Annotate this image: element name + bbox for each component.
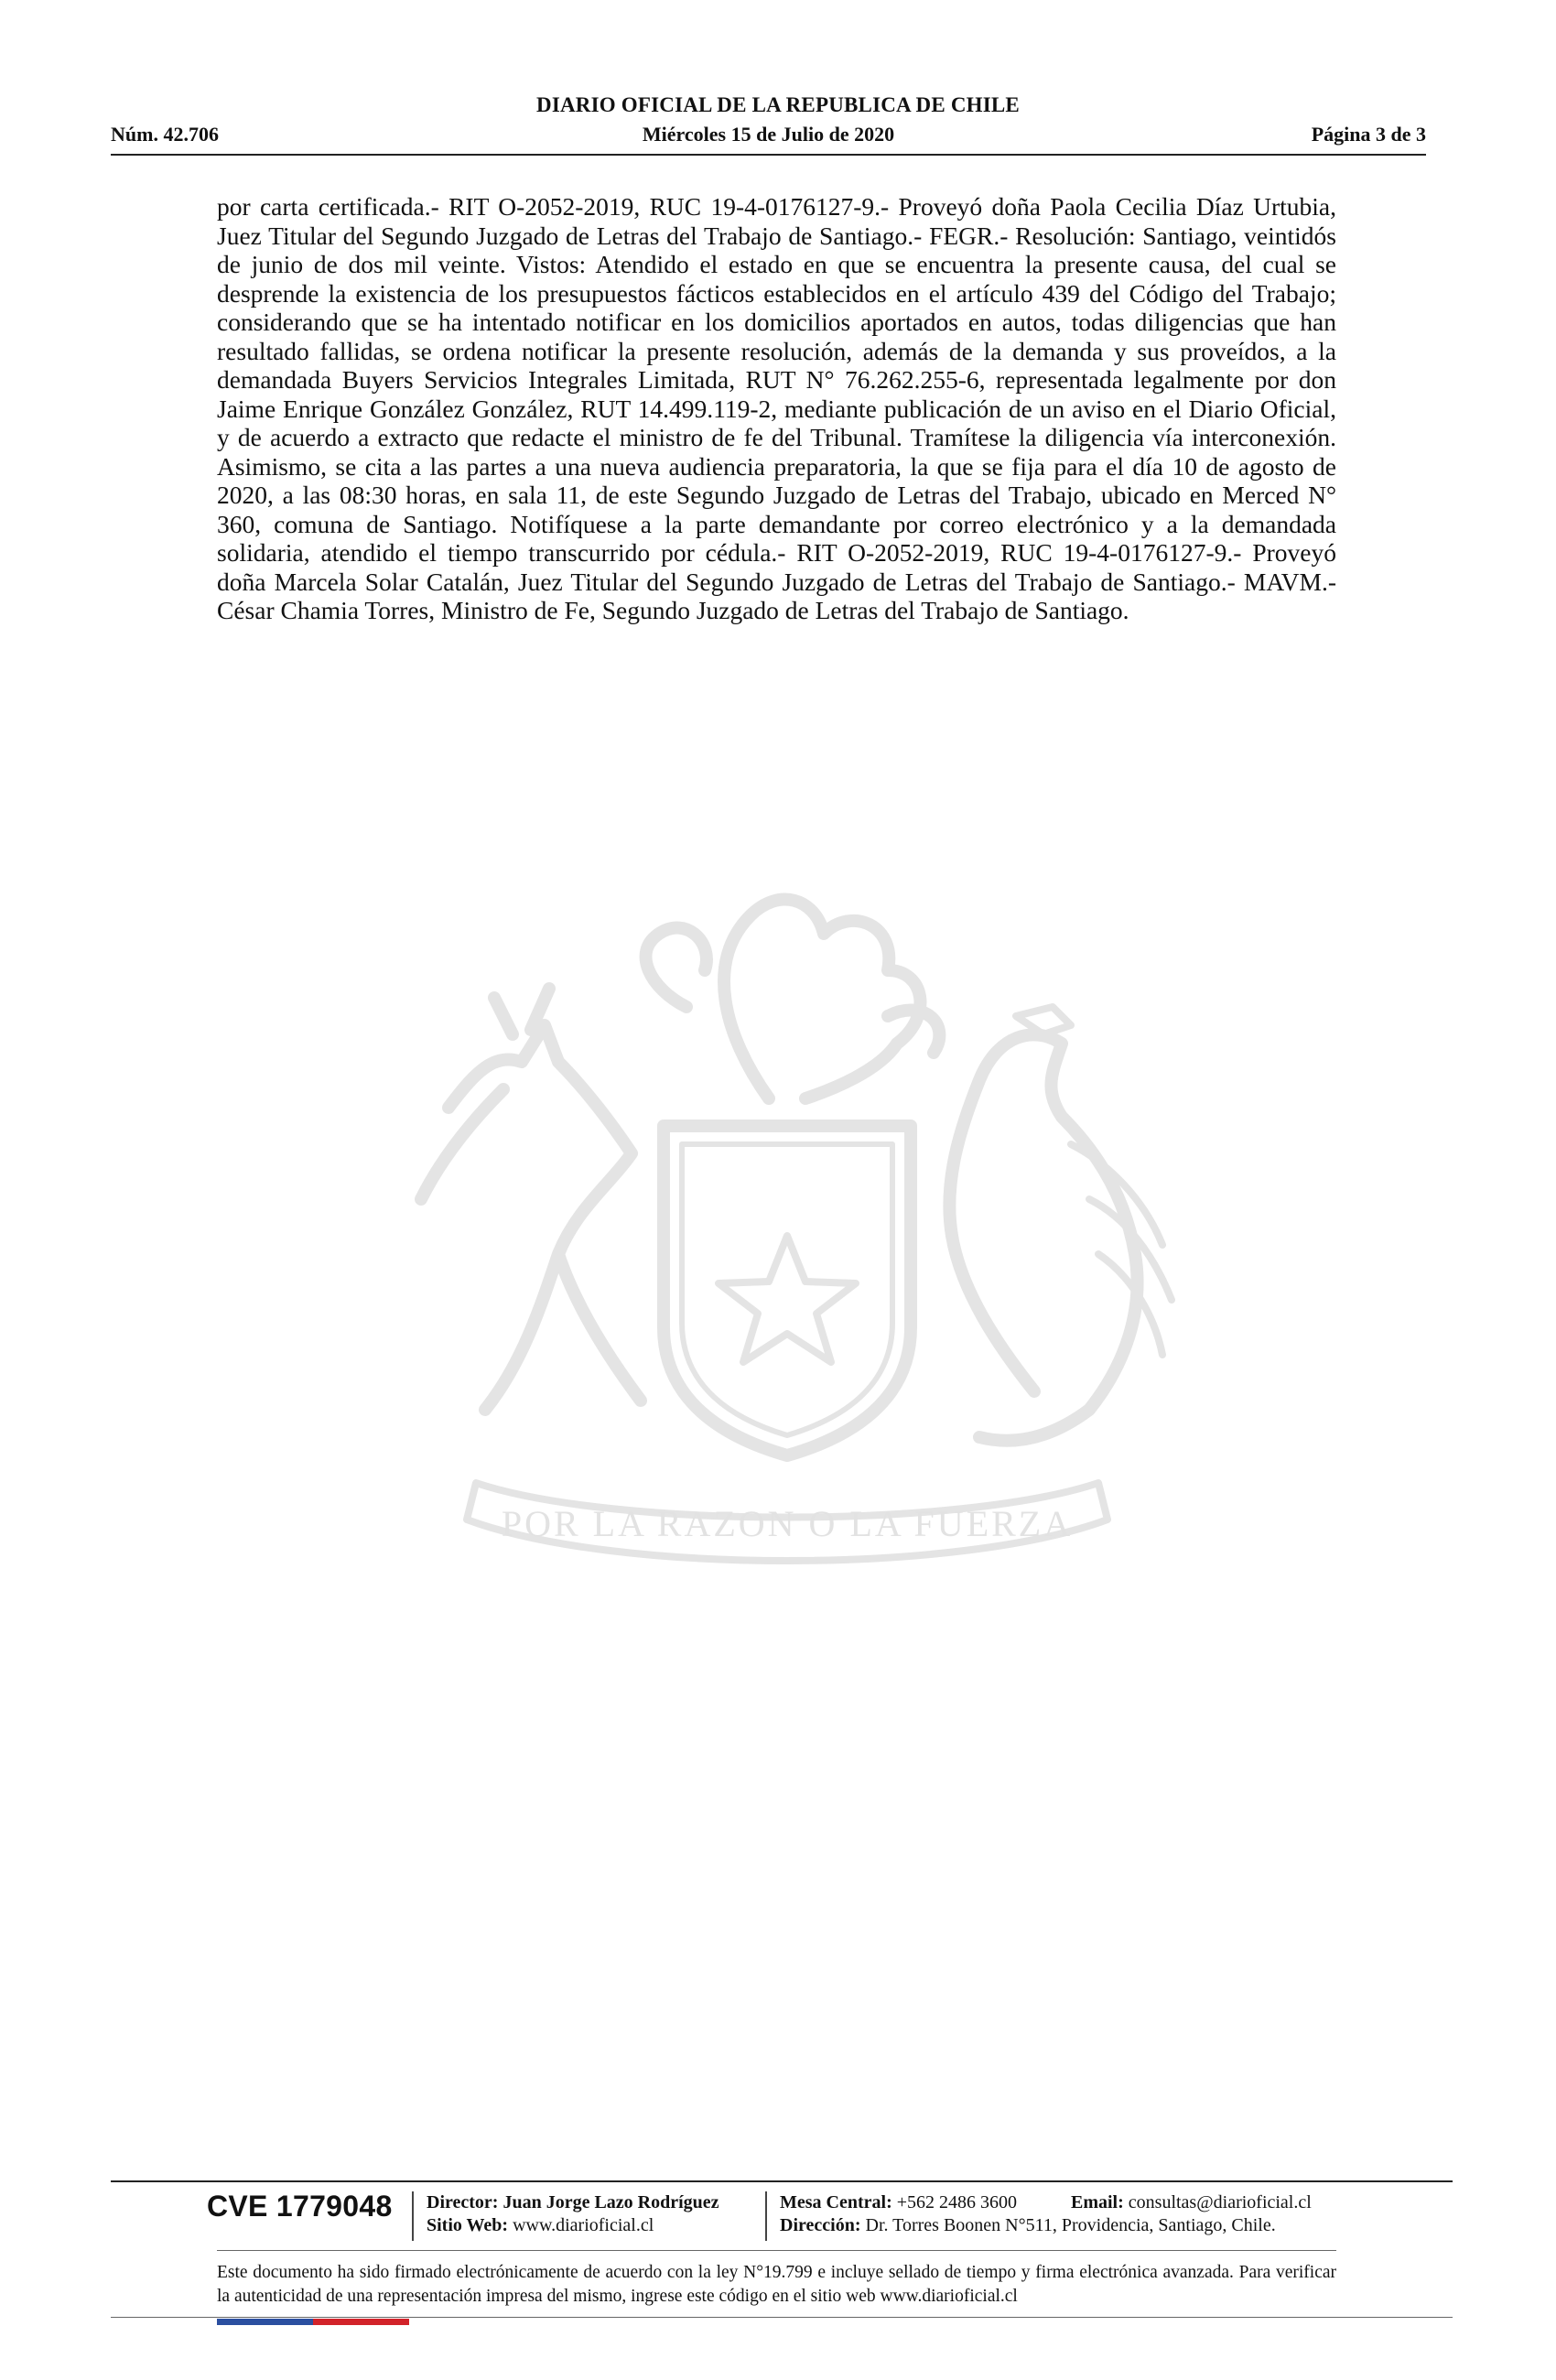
legal-notice: Este documento ha sido firmado electrónicamente de acuerdo con la ley N°19.799 e incluye sellado de tiempo y firma electrónica avanzada. Para verificar la autenticidad de una representación impresa del mismo, ingrese este código en el sitio web www.diarioficial.cl — [217, 2263, 1336, 2306]
flag-color-bar — [217, 2319, 409, 2325]
cve-code: CVE 1779048 — [207, 2190, 393, 2223]
address-text: Dr. Torres Boonen N°511, Providencia, Santiago, Chile. — [865, 2215, 1276, 2235]
website-label: Sitio Web: — [427, 2215, 509, 2235]
address-label: Dirección: — [780, 2215, 861, 2235]
phone-label: Mesa Central: — [780, 2192, 892, 2212]
footer-divider-bottom — [111, 2317, 1453, 2318]
coat-of-arms-watermark — [339, 851, 1236, 1639]
header-row — [111, 123, 1426, 148]
issue-number: Núm. 42.706 — [111, 123, 219, 146]
email-label: Email: — [1071, 2192, 1124, 2212]
email-link[interactable]: consultas@diarioficial.cl — [1128, 2192, 1312, 2212]
footer-separator — [412, 2191, 414, 2241]
director-name: Juan Jorge Lazo Rodríguez — [502, 2192, 719, 2212]
motto-text: POR LA RAZON O LA FUERZA — [501, 1503, 1074, 1544]
website-link[interactable]: www.diarioficial.cl — [513, 2215, 654, 2235]
flag-red-segment — [313, 2319, 409, 2325]
footer-email-block — [1071, 2191, 1312, 2214]
header-divider — [111, 154, 1426, 156]
page-indicator: Página 3 de 3 — [1311, 123, 1426, 146]
issue-date: Miércoles 15 de Julio de 2020 — [642, 123, 895, 146]
phone-number: +562 2486 3600 — [896, 2192, 1018, 2212]
director-label: Director: — [427, 2192, 499, 2212]
footer-separator — [765, 2191, 767, 2241]
footer-director-block — [427, 2191, 719, 2237]
body-paragraph: por carta certificada.- RIT O-2052-2019, RUC 19-4-0176127-9.- Proveyó doña Paola Cecilia Díaz Urtubia, Juez Titular del Segundo Juzgado de Letras del Trabajo de Santiago.- FEGR.- Resolución: Santiago, veintidós de junio de dos mil veinte. Vistos: Atendido el estado en que se encuentra la presente causa, del cual se desprende la existencia de los presupuestos fácticos establecidos en el artículo 439 del Código del Trabajo; considerando que se ha intentado notificar en los domicilios aportados en autos, todas diligencias que han resultado fallidas, se ordena notificar la presente resolución, además de la demanda y sus proveídos, a la demandada Buyers Servicios Integrales Limitada, RUT N° 76.262.255-6, representada legalmente por don Jaime Enrique González González, RUT 14.499.119-2, mediante publicación de un aviso en el Diario Oficial, y de acuerdo a extracto que redacte el ministro de fe del Tribunal. Tramítese la diligencia vía interconexión. Asimismo, se cita a las partes a una nueva audiencia preparatoria, la que se fija para el día 10 de agosto de 2020, a las 08:30 horas, en sala 11, de este Segundo Juzgado de Letras del Trabajo, ubicado en Merced N° 360, comuna de Santiago. Notifíquese a la parte demandante por correo electrónico y a la demandada solidaria, atendido el tiempo transcurrido por cédula.- RIT O-2052-2019, RUC 19-4-0176127-9.- Proveyó doña Marcela Solar Catalán, Juez Titular del Segundo Juzgado de Letras del Trabajo de Santiago.- MAVM.- César Chamia Torres, Ministro de Fe, Segundo Juzgado de Letras del Trabajo de Santiago. — [217, 192, 1336, 624]
footer-divider-top — [111, 2180, 1453, 2182]
flag-blue-segment — [217, 2319, 313, 2325]
publication-title: DIARIO OFICIAL DE LA REPUBLICA DE CHILE — [536, 93, 1020, 116]
footer-divider-middle — [217, 2250, 1336, 2251]
